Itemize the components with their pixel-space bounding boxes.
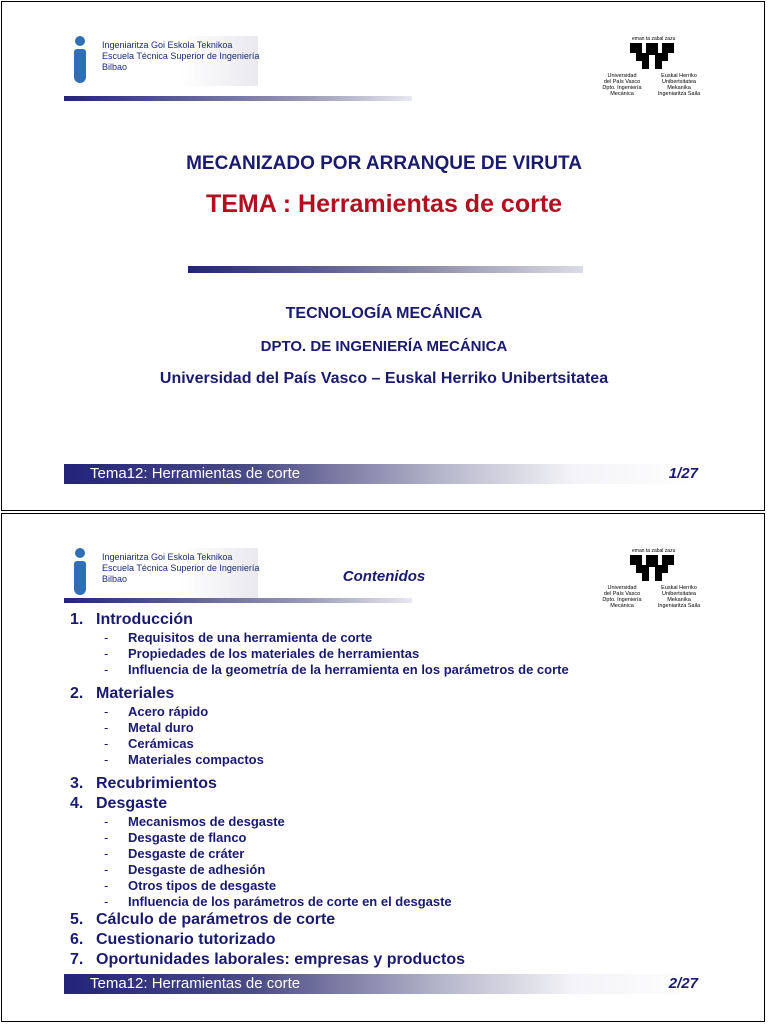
school-logo-line: Escuela Técnica Superior de Ingeniería: [102, 563, 260, 573]
toc-section: [70, 610, 730, 630]
university-label-right: Euskal Herriko: [661, 73, 697, 79]
toc-item: - Metal duro: [104, 720, 194, 735]
toc-item-label: Propiedades de los materiales de herramientas: [128, 646, 420, 661]
university-logo: [598, 36, 708, 106]
footer-topic: Tema12: Herramientas de corte: [90, 465, 301, 482]
toc-item: - Otros tipos de desgaste: [104, 878, 277, 893]
topic-title: TEMA : Herramientas de corte: [205, 190, 563, 218]
toc-item-label: Acero rápido: [128, 704, 209, 719]
footer-topic: Tema12: Herramientas de corte: [90, 975, 301, 992]
university-name: Universidad del País Vasco – Euskal Herriko Unibertsitatea: [159, 370, 609, 387]
toc-item: - Materiales compactos: [104, 752, 264, 767]
toc-item: - Cerámicas: [104, 736, 194, 751]
university-label-right: Euskal Herriko: [661, 585, 697, 591]
toc-section: [70, 774, 730, 794]
toc-item-label: Otros tipos de desgaste: [128, 878, 277, 893]
school-logo: [64, 36, 258, 86]
toc-item-label: Influencia de la geometría de la herramienta en los parámetros de corte: [128, 662, 569, 677]
toc-item: - Desgaste de flanco: [104, 830, 247, 845]
university-label-left: del País Vasco: [603, 79, 641, 85]
title-divider: [188, 266, 583, 273]
school-logo-icon: [72, 36, 88, 86]
toc-item: - Acero rápido: [104, 704, 209, 719]
toc-item-label: Desgaste de cráter: [128, 846, 245, 861]
toc-item-label: Desgaste de adhesión: [128, 862, 266, 877]
slide-footer: [64, 464, 702, 484]
toc-item-label: Cerámicas: [128, 736, 194, 751]
toc-item: - Desgaste de cráter: [104, 846, 245, 861]
school-logo-line: Ingeniaritza Goi Eskola Teknikoa: [102, 552, 233, 562]
toc-section-label: Cálculo de parámetros de corte: [96, 911, 336, 928]
university-label-left: Dpto. Ingeniería: [602, 85, 642, 91]
university-label-right: Unibertsitatea: [662, 79, 696, 85]
toc-section: [70, 794, 730, 814]
toc-item: - Propiedades de los materiales de herramientas: [104, 646, 420, 661]
toc-section-label: Recubrimientos: [96, 775, 217, 792]
toc-item: - Requisitos de una herramienta de corte: [104, 630, 373, 645]
university-label-left: Mecánica: [610, 91, 634, 97]
toc-item: - Influencia de los parámetros de corte en el desgaste: [104, 894, 452, 909]
course-title: MECANIZADO POR ARRANQUE DE VIRUTA: [186, 153, 582, 174]
school-logo-line: Bilbao: [102, 62, 128, 72]
toc-section-label: Desgaste: [96, 795, 168, 812]
toc-section-label: Oportunidades laborales: empresas y productos: [96, 951, 465, 968]
slide-footer: [64, 974, 702, 994]
toc-item-label: Influencia de los parámetros de corte en el desgaste: [128, 894, 452, 909]
toc-section: [70, 684, 730, 704]
school-logo-line: Ingeniaritza Goi Eskola Teknikoa: [102, 40, 233, 50]
university-label-right: Mekanika: [667, 85, 691, 91]
slide-1: [1, 1, 765, 511]
toc-section-number: 1.: [70, 611, 84, 628]
university-label-right: Ingeniaritza Saila: [657, 91, 701, 97]
toc-section: [70, 930, 730, 950]
toc-section: [70, 910, 730, 930]
toc-item-label: Materiales compactos: [128, 752, 264, 767]
school-logo-line: Escuela Técnica Superior de Ingeniería: [102, 51, 260, 61]
toc-section-number: 2.: [70, 685, 84, 702]
toc-section-label: Materiales: [96, 685, 175, 702]
university-motto: eman ta zabal zazu: [632, 36, 676, 42]
contents-heading: Contenidos: [342, 568, 426, 585]
toc-item: - Influencia de la geometría de la herramienta en los parámetros de corte: [104, 662, 569, 677]
page-number: 2/27: [668, 975, 698, 992]
university-label-right: Ingeniaritza Saila: [657, 603, 701, 609]
university-label-left: del País Vasco: [603, 591, 641, 597]
toc-section-number: 3.: [70, 775, 84, 792]
subject-name: TECNOLOGÍA MECÁNICA: [285, 305, 483, 322]
university-label-right: Mekanika: [667, 597, 691, 603]
toc-item: - Mecanismos de desgaste: [104, 814, 285, 829]
university-motto: eman ta zabal zazu: [632, 548, 676, 554]
toc-section-number: 7.: [70, 951, 84, 968]
page-number: 1/27: [668, 465, 698, 482]
university-label-left: Universidad: [607, 73, 637, 79]
toc-item: - Desgaste de adhesión: [104, 862, 266, 877]
department-name: DPTO. DE INGENIERÍA MECÁNICA: [260, 338, 508, 355]
toc-section-label: Cuestionario tutorizado: [96, 931, 276, 948]
toc-item-label: Metal duro: [128, 720, 194, 735]
toc-section: [70, 950, 730, 970]
toc-section-number: 5.: [70, 911, 84, 928]
table-of-contents: [70, 610, 730, 970]
toc-item-label: Desgaste de flanco: [128, 830, 247, 845]
university-label-left: Mecánica: [610, 603, 634, 609]
university-emblem-icon: [628, 41, 676, 71]
toc-item-label: Mecanismos de desgaste: [128, 814, 285, 829]
toc-item-label: Requisitos de una herramienta de corte: [128, 630, 373, 645]
university-label-left: Dpto. Ingeniería: [602, 597, 642, 603]
university-label-right: Unibertsitatea: [662, 591, 696, 597]
university-label-left: Universidad: [607, 585, 637, 591]
school-logo-line: Bilbao: [102, 574, 128, 584]
header-rule: [64, 598, 412, 603]
header-rule: [64, 96, 412, 101]
toc-section-number: 6.: [70, 931, 84, 948]
toc-section-label: Introducción: [96, 611, 193, 628]
toc-section-number: 4.: [70, 795, 84, 812]
slide-2: [1, 513, 765, 1022]
